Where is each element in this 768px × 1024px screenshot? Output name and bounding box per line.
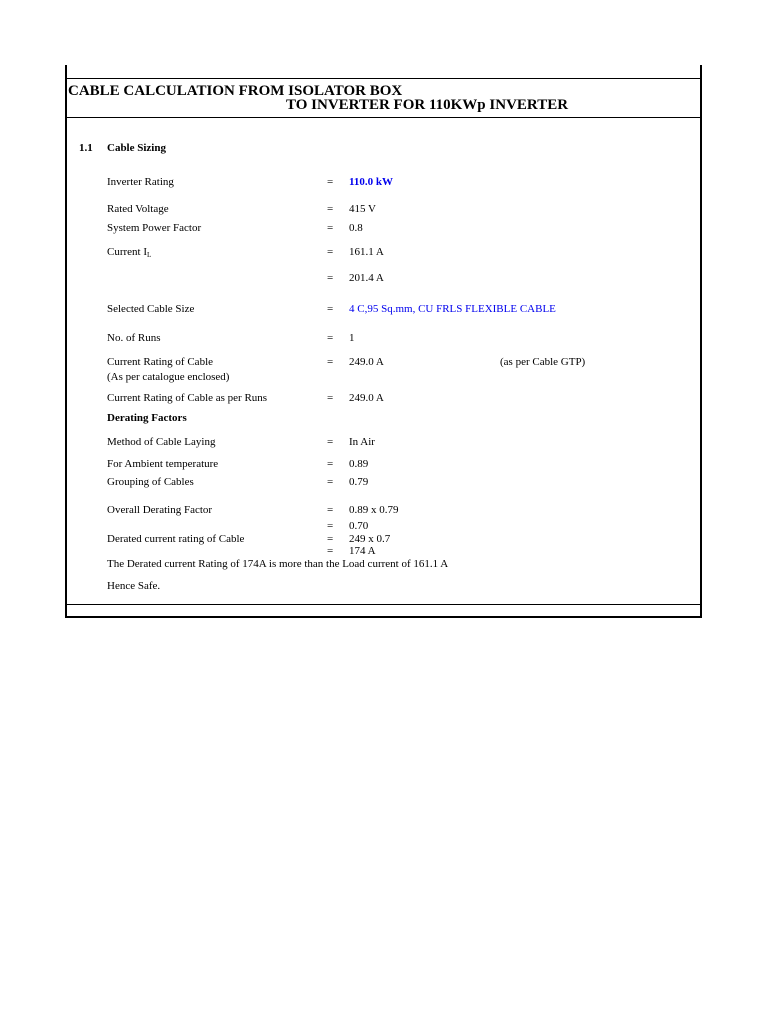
equals-sign: =: [327, 303, 334, 315]
current-value-2: 201.4 A: [349, 272, 384, 284]
equals-sign: =: [327, 272, 334, 284]
title-line-1: CABLE CALCULATION FROM ISOLATOR BOX: [68, 83, 403, 99]
current-rating-runs-label: Current Rating of Cable as per Runs: [107, 392, 268, 404]
inverter-rating-label: Inverter Rating: [107, 176, 174, 188]
overall-value-2: 0.70: [349, 520, 369, 532]
no-of-runs-label: No. of Runs: [107, 332, 161, 344]
current-label-text: Current I: [107, 246, 148, 258]
rated-voltage-label: Rated Voltage: [107, 203, 169, 215]
derating-factors-heading: Derating Factors: [107, 412, 187, 424]
ambient-value: 0.89: [349, 458, 369, 470]
current-rating-note: (as per Cable GTP): [500, 356, 586, 368]
equals-sign: =: [327, 332, 334, 344]
grouping-label: Grouping of Cables: [107, 476, 194, 488]
section-number: 1.1: [79, 142, 93, 154]
current-rating-value: 249.0 A: [349, 356, 384, 368]
current-label-subscript: L: [147, 251, 152, 259]
derated-label: Derated current rating of Cable: [107, 533, 245, 545]
overall-value: 0.89 x 0.79: [349, 504, 399, 516]
hence-safe-text: Hence Safe.: [107, 580, 161, 592]
rated-voltage-value: 415 V: [349, 203, 376, 215]
title-bottom-rule: [67, 117, 700, 118]
method-value: In Air: [349, 436, 375, 448]
inverter-rating-value: 110.0 kW: [349, 176, 394, 188]
derated-value-2: 174 A: [349, 545, 376, 557]
current-rating-runs-value: 249.0 A: [349, 392, 384, 404]
section-title: Cable Sizing: [107, 142, 166, 154]
selected-cable-label: Selected Cable Size: [107, 303, 195, 315]
equals-sign: =: [327, 504, 334, 516]
equals-sign: =: [327, 176, 334, 188]
equals-sign: =: [327, 458, 334, 470]
current-rating-label-2: (As per catalogue enclosed): [107, 371, 230, 383]
selected-cable-value: 4 C,95 Sq.mm, CU FRLS FLEXIBLE CABLE: [349, 303, 556, 315]
title-top-rule: [67, 78, 700, 79]
ambient-label: For Ambient temperature: [107, 458, 219, 470]
title-line-2: TO INVERTER FOR 110KWp INVERTER: [286, 97, 569, 113]
current-rating-label: Current Rating of Cable: [107, 356, 214, 368]
conclusion-text: The Derated current Rating of 174A is more than the Load current of 161.1 A: [107, 558, 449, 570]
footer-rule: [67, 604, 700, 605]
equals-sign: =: [327, 533, 334, 545]
equals-sign: =: [327, 392, 334, 404]
current-label: [107, 246, 151, 262]
grouping-value: 0.79: [349, 476, 369, 488]
equals-sign: =: [327, 520, 334, 532]
current-value: 161.1 A: [349, 246, 384, 258]
equals-sign: =: [327, 203, 334, 215]
method-label: Method of Cable Laying: [107, 436, 216, 448]
equals-sign: =: [327, 246, 334, 258]
equals-sign: =: [327, 222, 334, 234]
no-of-runs-value: 1: [349, 332, 355, 344]
equals-sign: =: [327, 545, 334, 557]
equals-sign: =: [327, 436, 334, 448]
equals-sign: =: [327, 476, 334, 488]
power-factor-label: System Power Factor: [107, 222, 202, 234]
power-factor-value: 0.8: [349, 222, 363, 234]
overall-label: Overall Derating Factor: [107, 504, 213, 516]
derated-value: 249 x 0.7: [349, 533, 391, 545]
equals-sign: =: [327, 356, 334, 368]
